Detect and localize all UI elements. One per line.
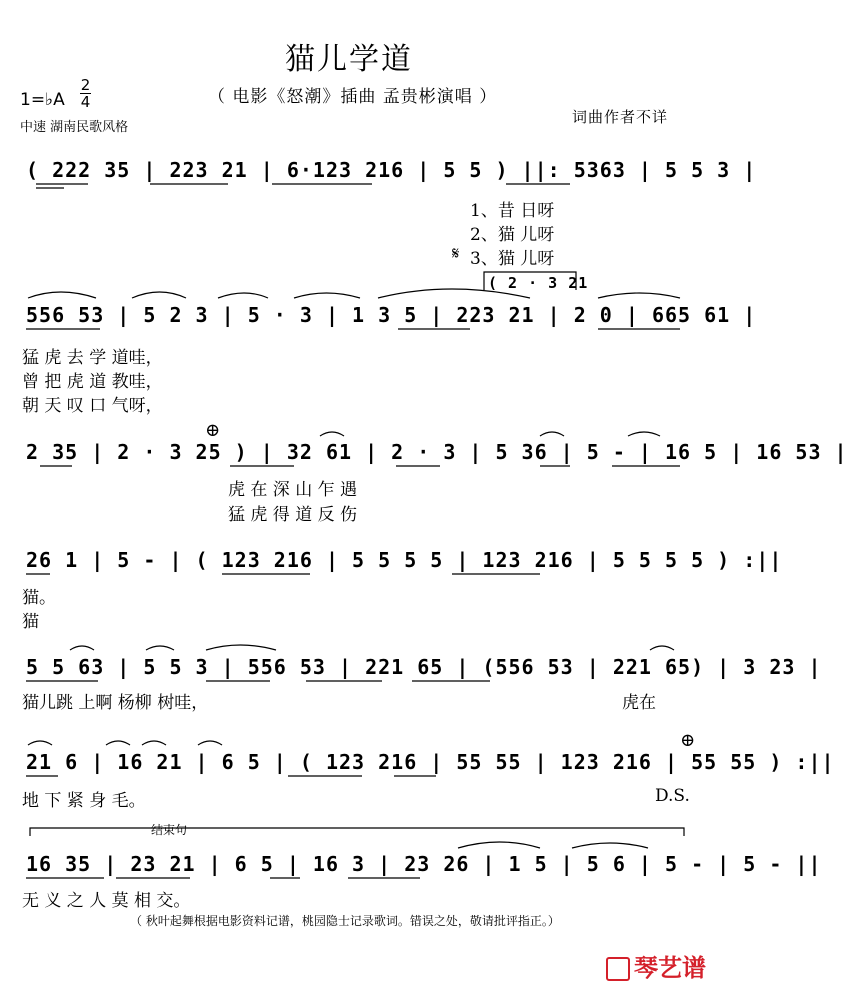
- footnote: （ 秋叶起舞根据电影资料记谱，桃园隐士记录歌词。错误之处，敬请批评指正。）: [130, 914, 560, 928]
- composer: 词曲作者不详: [572, 108, 669, 126]
- notation-row-1: ( 222 35 | 223 21 | 6·123 216 | 5 5 ) ||: 5363 | 5 5 3 |: [26, 158, 757, 182]
- lyric-r3-v2: 猛 虎 得 道 反 伤: [228, 505, 358, 525]
- lyric-r7: 无 义 之 人 莫 相 交。: [22, 891, 191, 911]
- segno-mark: 𝄋: [452, 244, 460, 264]
- page-title: 猫儿学道: [285, 42, 413, 77]
- time-bottom: 4: [80, 93, 91, 111]
- notation-row-5: 5 5 63 | 5 5 3 | 556 53 | 221 65 | (556 53 | 221 65) | 3 23 |: [26, 655, 822, 679]
- time-signature: [80, 78, 91, 109]
- tempo-marking: 中速 湖南民歌风格: [20, 120, 129, 135]
- lyric-r3-v1: 虎 在 深 山 乍 遇: [228, 480, 358, 500]
- time-top: 2: [80, 76, 91, 94]
- lyric-r4-v2: 猫: [22, 612, 39, 632]
- lyric-r2-v3: 朝 天 叹 口 气呀，: [22, 396, 163, 416]
- notation-row-4: 26 1 | 5 - | ( 123 216 | 5 5 5 5 | 123 216 | 5 5 5 5 ) :||: [26, 548, 783, 572]
- lyric-r4-v1: 猫。: [22, 588, 56, 608]
- dal-segno: D.S.: [655, 786, 690, 806]
- coda-mark-2: ⊕: [680, 730, 696, 751]
- lyric-r1-v3: 3、猫 儿呀: [470, 249, 555, 269]
- site-logo: [606, 948, 706, 983]
- lyric-r2-v1: 猛 虎 去 学 道哇，: [22, 348, 163, 368]
- lyric-r6: 地 下 紧 身 毛。: [22, 791, 146, 811]
- side-note: ( 2 · 3 21: [488, 274, 589, 292]
- key-signature: 1=♭A: [20, 90, 65, 110]
- notation-row-7: 16 35 | 23 21 | 6 5 | 16 3 | 23 26 | 1 5 | 5 6 | 5 - | 5 - ||: [26, 852, 822, 876]
- lyric-r1-v2: 2、猫 儿呀: [470, 225, 555, 245]
- notation-row-3: 2 35 | 2 · 3 25 ) | 32 61 | 2 · 3 | 5 36 | 5 - | 16 5 | 16 53 |: [26, 440, 848, 464]
- lyric-r1-v1: 1、昔 日呀: [470, 201, 555, 221]
- lyric-r5-end: 虎在: [622, 693, 656, 713]
- lyric-r2-v2: 曾 把 虎 道 教哇，: [22, 372, 163, 392]
- coda-mark-1: ⊕: [205, 420, 221, 441]
- logo-text: 琴艺谱: [634, 954, 706, 982]
- logo-icon: [606, 957, 630, 981]
- notation-row-2: 556 53 | 5 2 3 | 5 · 3 | 1 3 5 | 223 21 | 2 0 | 665 61 |: [26, 303, 757, 327]
- subtitle: （ 电影《怒潮》插曲 孟贵彬演唱 ）: [208, 87, 498, 107]
- notation-row-6: 21 6 | 16 21 | 6 5 | ( 123 216 | 55 55 | 123 216 | 55 55 ) :||: [26, 750, 835, 774]
- ending-label: 结束句: [148, 821, 190, 838]
- lyric-r5: 猫儿跳 上啊 杨柳 树哇，: [22, 693, 209, 713]
